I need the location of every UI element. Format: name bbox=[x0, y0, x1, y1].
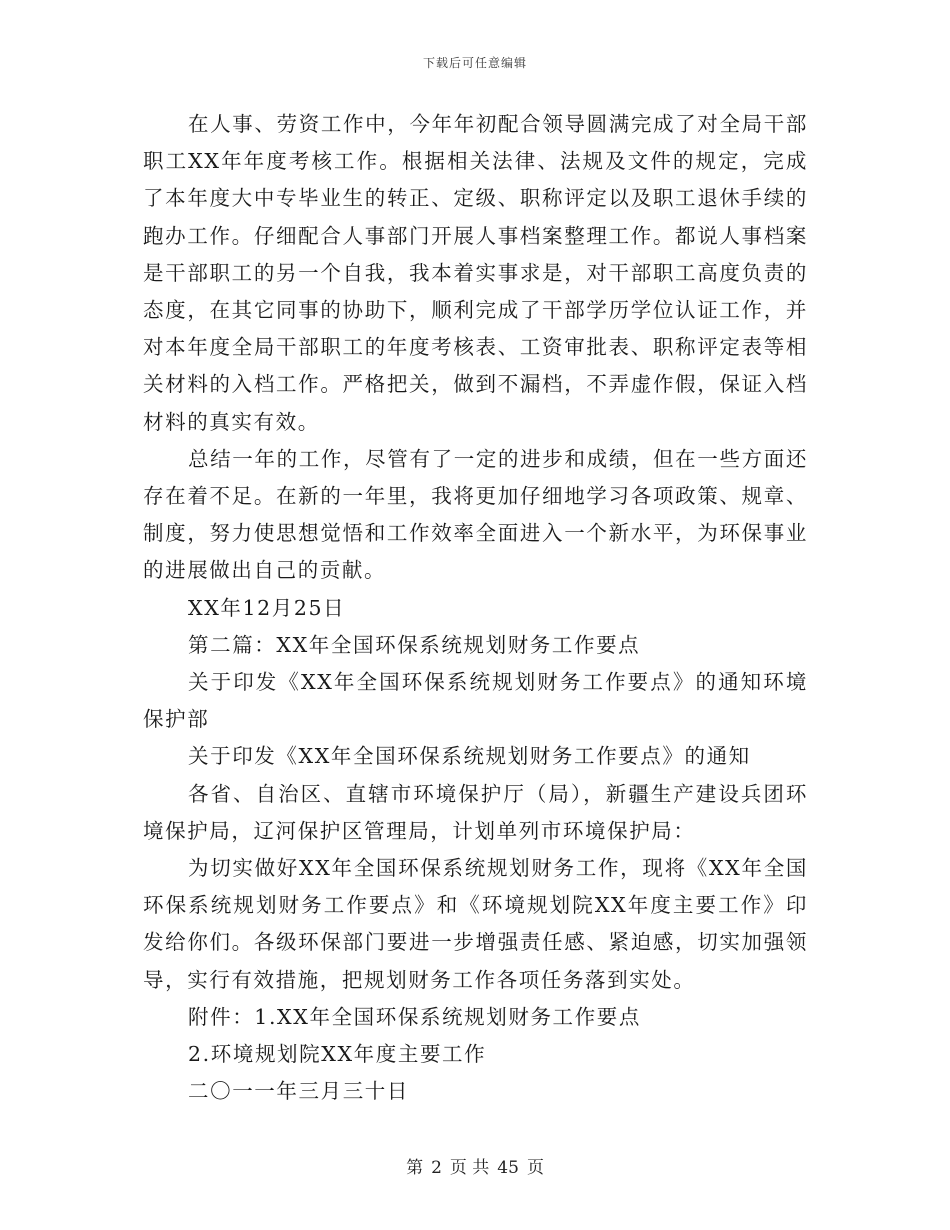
paragraph-notice-body: 为切实做好XX年全国环保系统规划财务工作，现将《XX年全国环保系统规划财务工作要点》和《环境规划院XX年度主要工作》印发给你们。各级环保部门要进一步增强责任感、紧迫感，切实加强领导，实行有效措施，把规划财务工作各项任务落到实处。 bbox=[143, 856, 808, 992]
footer-middle: 页 共 bbox=[449, 1158, 490, 1178]
footer-prefix: 第 bbox=[406, 1158, 424, 1178]
paragraph-attachment-1: 附件：1.XX年全国环保系统规划财务工作要点 bbox=[188, 1004, 641, 1029]
document-body bbox=[143, 106, 808, 1110]
paragraph-recipients: 各省、自治区、直辖市环境保护厅（局），新疆生产建设兵团环境保护局，辽河保护区管理局，计划单列市环境保护局： bbox=[143, 781, 808, 843]
section-title: 第二篇：XX年全国环保系统规划财务工作要点 bbox=[188, 632, 641, 657]
paragraph-notice-title: 关于印发《XX年全国环保系统规划财务工作要点》的通知 bbox=[188, 744, 751, 769]
paragraph-summary: 总结一年的工作，尽管有了一定的进步和成绩，但在一些方面还存在着不足。在新的一年里，我将更加仔细地学习各项政策、规章、制度，努力使思想觉悟和工作效率全面进入一个新水平，为环保事业的进展做出自己的贡献。 bbox=[143, 446, 808, 583]
footer-page-number: 2 bbox=[431, 1158, 442, 1178]
paragraph-attachment-2: 2.环境规划院XX年度主要工作 bbox=[188, 1042, 487, 1067]
paragraph-notice-title-full: 关于印发《XX年全国环保系统规划财务工作要点》的通知环境保护部 bbox=[143, 670, 808, 732]
footer-suffix: 页 bbox=[526, 1158, 544, 1178]
footer-total-pages: 45 bbox=[497, 1158, 519, 1178]
page-footer bbox=[0, 1153, 950, 1178]
paragraph-issue-date: 二〇一一年三月三十日 bbox=[188, 1079, 409, 1104]
paragraph-personnel-work: 在人事、劳资工作中，今年年初配合领导圆满完成了对全局干部职工XX年年度考核工作。根据相关法律、法规及文件的规定，完成了本年度大中专毕业生的转正、定级、职称评定以及职工退休手续的跑办工作。仔细配合人事部门开展人事档案整理工作。都说人事档案是干部职工的另一个自我，我本着实事求是，对干部职工高度负责的态度，在其它同事的协助下，顺利完成了干部学历学位认证工作，并对本年度全局干部职工的年度考核表、工资审批表、职称评定表等相关材料的入档工作。严格把关，做到不漏档，不弄虚作假，保证入档材料的真实有效。 bbox=[143, 112, 808, 434]
paragraph-date: XX年12月25日 bbox=[188, 595, 346, 620]
page-header-note: 下载后可任意编辑 bbox=[422, 56, 527, 70]
